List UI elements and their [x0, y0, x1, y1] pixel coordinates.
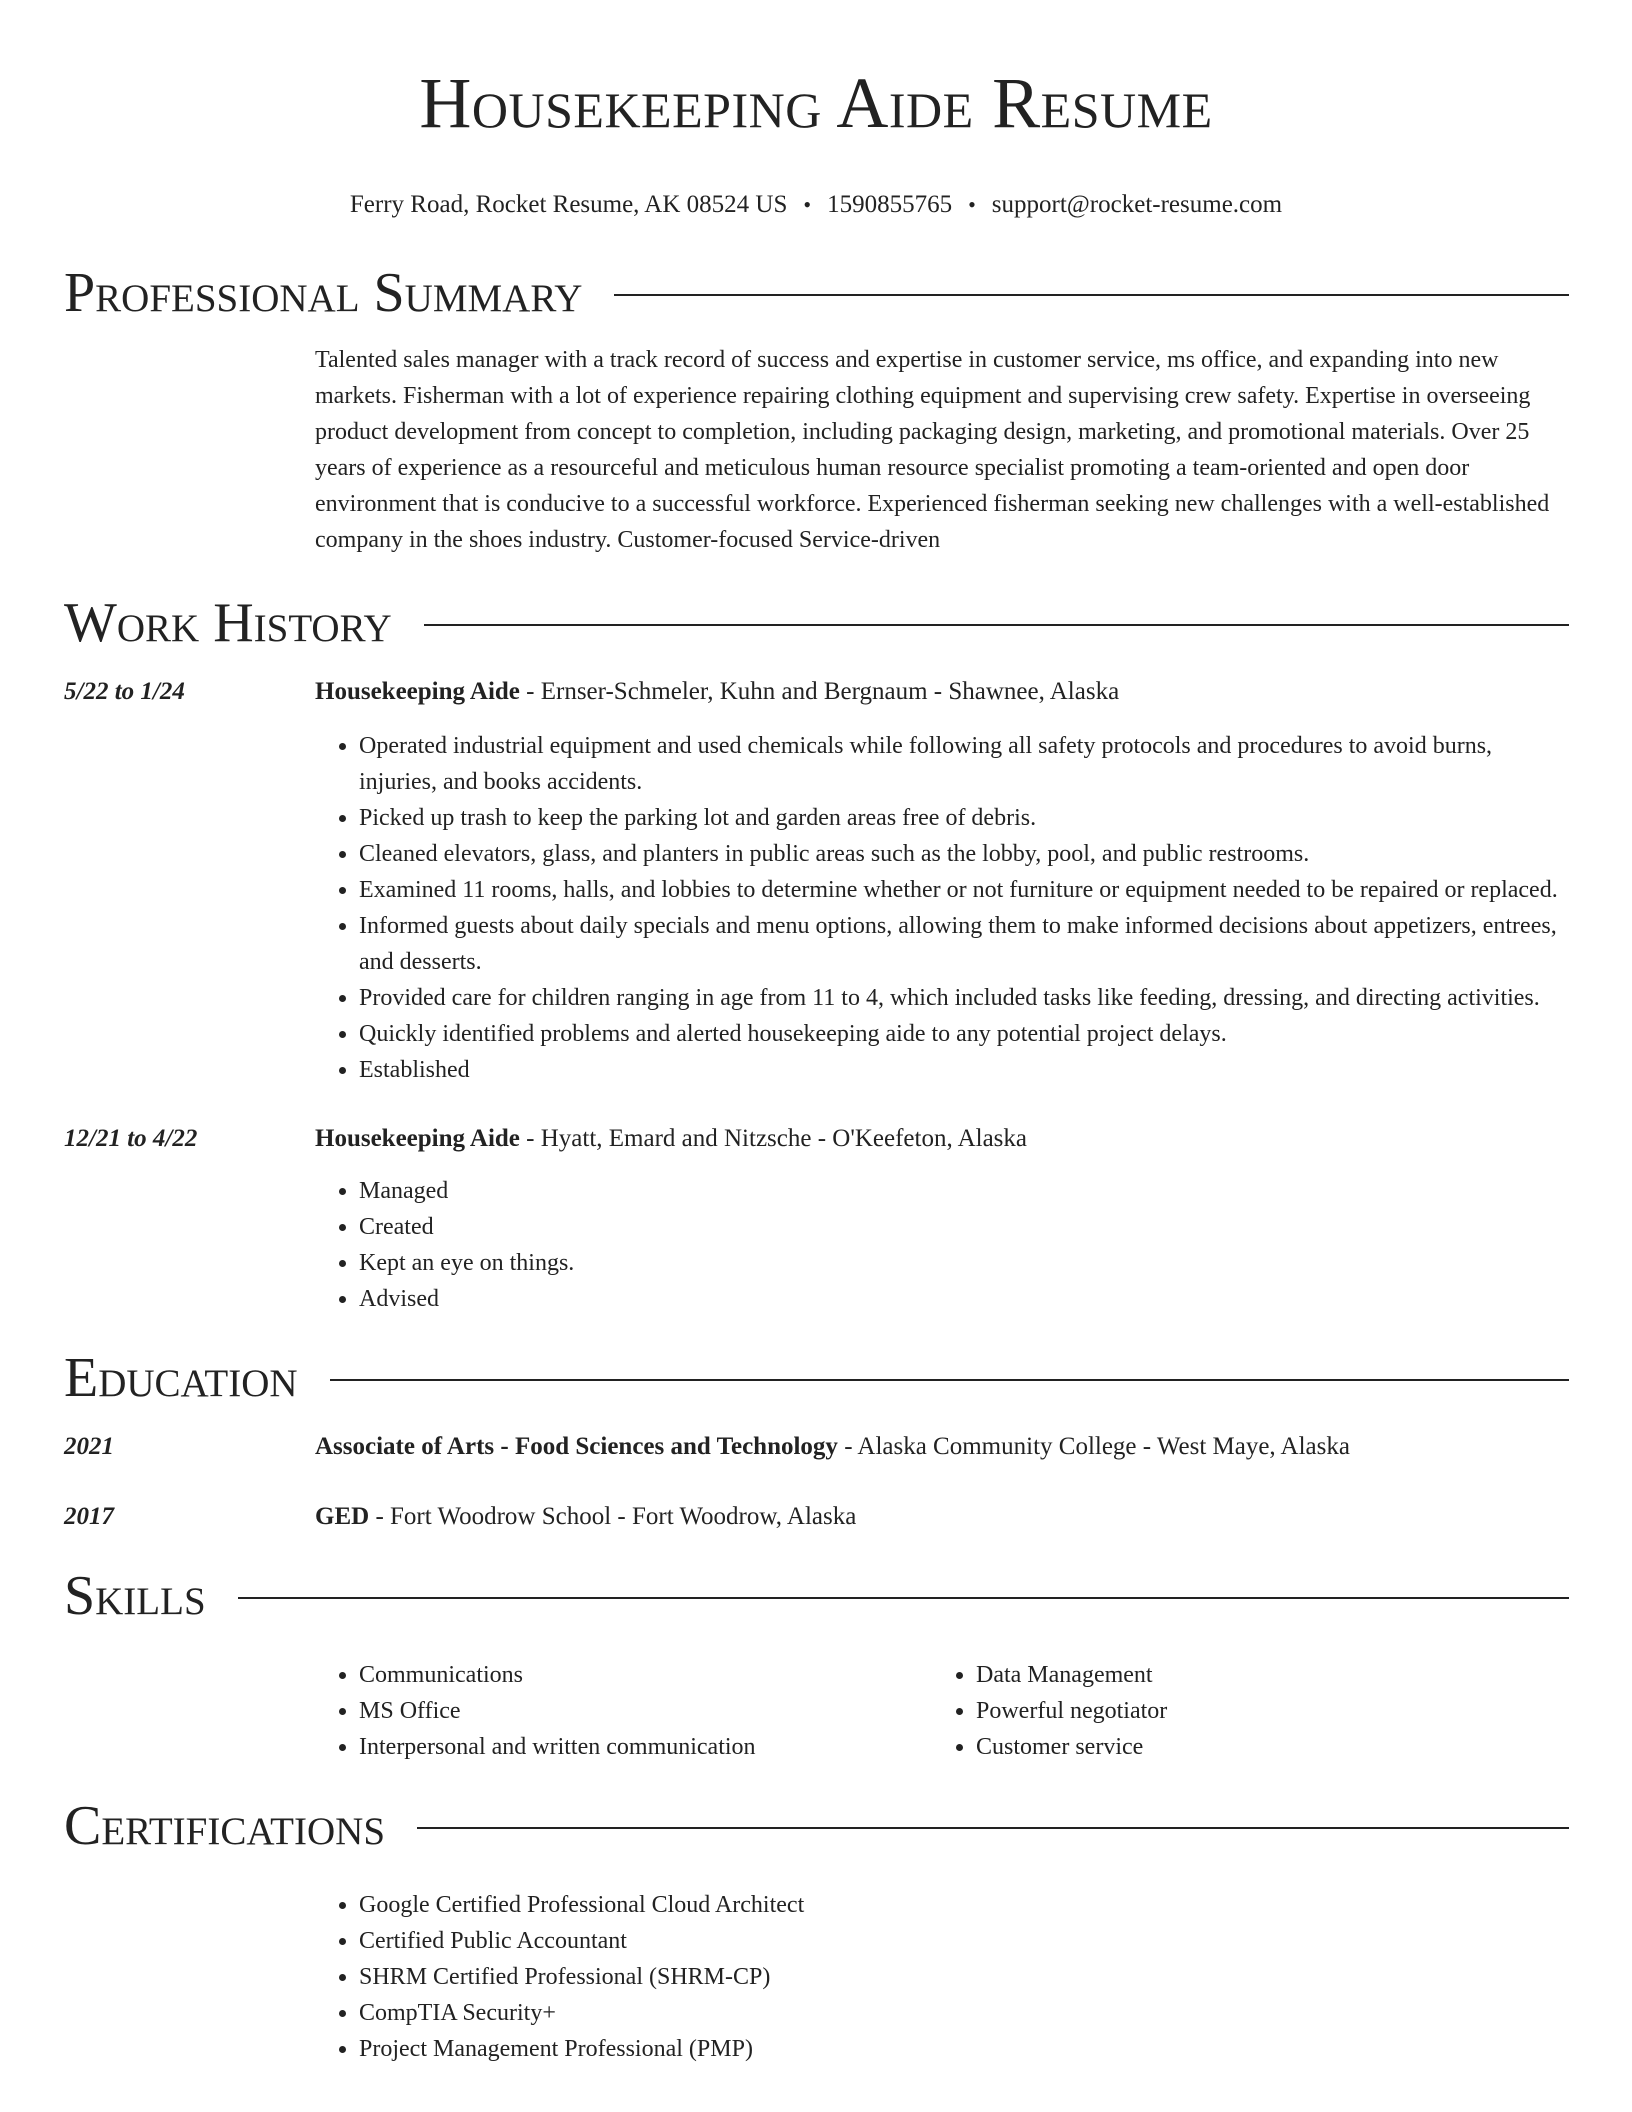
list-item: • Examined 11 rooms, halls, and lobbies to determine whether or not furniture or equipment needed to be repaired or replaced.: [359, 872, 1569, 908]
job-company: - Hyatt, Emard and Nitzsche - O'Keefeton, Alaska: [519, 1125, 1028, 1152]
certifications-section: [64, 1791, 1569, 2067]
skill-item: • Customer service: [976, 1729, 1569, 1765]
job-entry: [64, 674, 1569, 1088]
certification-item: • CompTIA Security+: [359, 1995, 1569, 2031]
section-title: Professional Summary: [64, 262, 583, 324]
section-divider: [238, 1597, 1569, 1599]
skills-columns: [315, 1657, 1569, 1765]
list-item: • Picked up trash to keep the parking lot and garden areas free of debris.: [359, 800, 1569, 836]
job-title: Housekeeping Aide: [315, 1125, 520, 1152]
school: - Alaska Community College - West Maye, Alaska: [837, 1433, 1350, 1460]
section-title: Work History: [64, 592, 392, 654]
job-bullets: [315, 728, 1569, 1088]
job-title: Housekeeping Aide: [315, 678, 520, 705]
section-header: [64, 1561, 1569, 1631]
education-entry: [64, 1499, 1569, 1535]
separator: •: [803, 192, 812, 217]
skills-section: [64, 1561, 1569, 1765]
list-item: • Operated industrial equipment and used chemicals while following all safety protocols and procedures to avoid burns, injuries, and books accidents.: [359, 728, 1569, 800]
education-entry: [64, 1429, 1569, 1465]
skill-item: • Communications: [359, 1657, 932, 1693]
job-body: [315, 1121, 1569, 1317]
section-header: [64, 1343, 1569, 1413]
section-header: [64, 1791, 1569, 1861]
list-item: • Quickly identified problems and alerted housekeeping aide to any potential project delays.: [359, 1016, 1569, 1052]
section-title: Certifications: [64, 1795, 386, 1857]
work-history-section: [64, 588, 1569, 1317]
degree: GED: [315, 1503, 370, 1530]
education-body: [315, 1429, 1569, 1465]
list-item: • Provided care for children ranging in age from 11 to 4, which included tasks like feeding, dressing, and directing activities.: [359, 980, 1569, 1016]
education-body: [315, 1499, 1569, 1535]
certification-item: • Project Management Professional (PMP): [359, 2031, 1569, 2067]
section-title: Education: [64, 1347, 298, 1409]
list-item: • Advised: [359, 1281, 1569, 1317]
list-item: • Managed: [359, 1173, 1569, 1209]
job-company: - Ernser-Schmeler, Kuhn and Bergnaum - Shawnee, Alaska: [519, 678, 1120, 705]
separator: •: [968, 192, 976, 217]
certifications-list: [315, 1887, 1569, 2067]
certification-item: • SHRM Certified Professional (SHRM-CP): [359, 1959, 1569, 1995]
degree: Associate of Arts - Food Sciences and Technology: [315, 1433, 838, 1460]
certification-item: • Certified Public Accountant: [359, 1923, 1569, 1959]
contact-line: [0, 188, 1632, 222]
email[interactable]: support@rocket-resume.com: [991, 191, 1283, 218]
phone: 1590855765: [827, 191, 953, 218]
section-divider: [614, 294, 1569, 296]
job-entry: [64, 1121, 1569, 1317]
summary-text: Talented sales manager with a track record of success and expertise in customer service, ms office, and expanding into new markets. Fisherman with a lot of experience repairing clothing equipment and supervising crew safety. Expertise in overseeing product development from concept to completion, including packaging design, marketing, and promotional materials. Over 25 years of experience as a resourceful and meticulous human resource specialist promoting a team-oriented and open door environment that is conducive to a successful workforce. Experienced fisherman seeking new challenges with a well-established company in the shoes industry. Customer-focused Service-driven: [315, 347, 1550, 553]
address: Ferry Road, Rocket Resume, AK 08524 US: [349, 191, 788, 218]
section-header: [64, 258, 1569, 328]
list-item: • Cleaned elevators, glass, and planters in public areas such as the lobby, pool, and public restrooms.: [359, 836, 1569, 872]
skills-list-left: [315, 1657, 932, 1765]
job-body: [315, 674, 1569, 1088]
school: - Fort Woodrow School - Fort Woodrow, Alaska: [369, 1503, 857, 1530]
summary-section: [64, 258, 1569, 558]
certifications-block: [315, 1887, 1569, 2067]
job-heading: [315, 674, 1569, 710]
education-year: 2021: [64, 1433, 114, 1460]
education-year: 2017: [64, 1503, 114, 1530]
skills-list-right: [932, 1657, 1569, 1765]
education-section: [64, 1343, 1569, 1535]
section-divider: [424, 624, 1569, 626]
section-divider: [330, 1379, 1569, 1381]
section-divider: [417, 1827, 1569, 1829]
list-item: • Created: [359, 1209, 1569, 1245]
skill-item: • Data Management: [976, 1657, 1569, 1693]
job-bullets: [315, 1173, 1569, 1317]
list-item: • Kept an eye on things.: [359, 1245, 1569, 1281]
section-header: [64, 588, 1569, 658]
job-heading: [315, 1121, 1569, 1157]
list-item: • Informed guests about daily specials and menu options, allowing them to make informed decisions about appetizers, entrees, and desserts.: [359, 908, 1569, 980]
section-title: Skills: [64, 1565, 206, 1627]
list-item: • Established: [359, 1052, 1569, 1088]
skill-item: • MS Office: [359, 1693, 932, 1729]
skill-item: • Powerful negotiator: [976, 1693, 1569, 1729]
certification-item: • Google Certified Professional Cloud Architect: [359, 1887, 1569, 1923]
job-dates: 12/21 to 4/22: [64, 1125, 198, 1152]
skill-item: • Interpersonal and written communication: [359, 1729, 932, 1765]
resume-name: Housekeeping Aide Resume: [419, 63, 1213, 143]
job-dates: 5/22 to 1/24: [64, 678, 185, 705]
